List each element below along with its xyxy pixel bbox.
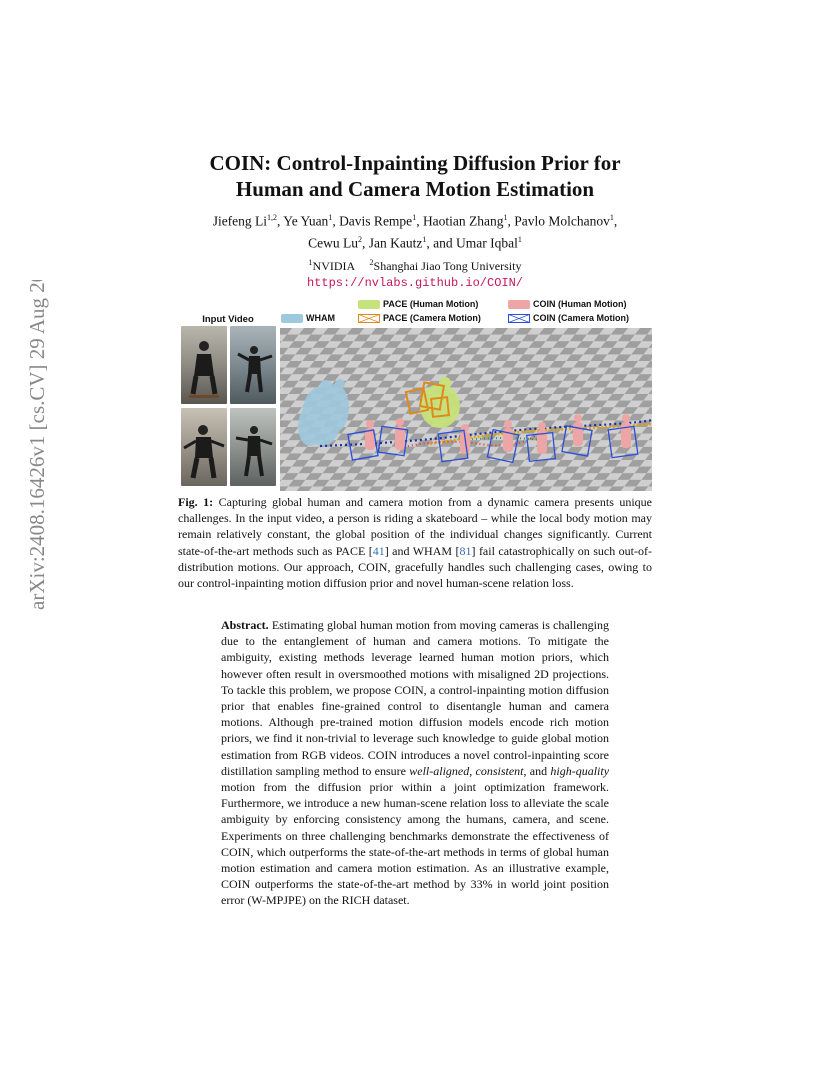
author-sep: , <box>277 213 284 229</box>
author-sep: , <box>416 213 423 229</box>
scene-canvas <box>280 328 652 491</box>
legend-pace-human <box>358 299 478 309</box>
legend-swatch-wham <box>281 314 303 323</box>
legend-label-pace-human: PACE (Human Motion) <box>383 299 479 309</box>
author-sep: , <box>613 213 618 229</box>
author-name: Jan Kautz <box>368 235 423 250</box>
author-sep: , <box>507 213 515 229</box>
skater-figure <box>230 408 276 486</box>
video-frame <box>230 408 276 486</box>
title-line-2: Human and Camera Motion Estimation <box>235 177 595 201</box>
author-sep: , <box>332 213 340 229</box>
skater-figure <box>181 326 227 404</box>
author-sep: , <box>362 235 369 250</box>
author-name: Jiefeng Li <box>212 213 268 229</box>
caption-text-3: ] fail catastrophically on such out-of-distribution motions. Our approach, COIN, gracefully handles such challenging cases, owing to our control-inpainting motion diffusion prior and novel human-scene relation loss. <box>178 543 652 591</box>
legend-swatch-coin-human <box>508 300 530 309</box>
author-affil: 1 <box>609 213 614 222</box>
author-affil: 2 <box>358 234 363 244</box>
legend-pace-camera <box>358 313 481 323</box>
legend-coin-camera <box>508 313 629 323</box>
author-name: Umar Iqbal <box>456 235 518 250</box>
author-affil: 1 <box>412 213 417 222</box>
caption-text-2: ] and WHAM [ <box>384 543 460 558</box>
author-name: Haotian Zhang <box>422 213 504 229</box>
abstract-text-2: motion from the diffusion prior within a joint optimization framework. Furthermore, we introduce a new human-scene relation loss to alleviate the scale ambiguity by enforcing consistency among the humans, camera, and scene. Experiments on three challenging benchmarks demonstrate the effectiveness of COIN, which outperforms the state-of-the-art methods in terms of global human motion estimation and camera motion estimation. As an illustrative example, COIN outperforms the state-of-the-art method by 33% in world joint position error (W-MPJPE) on the RICH dataset. <box>221 780 609 908</box>
caption-text-1: Capturing global human and camera motion from a dynamic camera presents unique challenges. In the input video, a person is riding a skateboard – while the local body motion may remain relatively constant, the global position of the individual changes significantly. Current state-of-the-art methods such as PACE [ <box>178 495 652 558</box>
author-name: Ye Yuan <box>283 213 329 229</box>
affil-number: 1 <box>308 258 313 267</box>
input-video-frames <box>181 326 277 488</box>
paper-title <box>150 150 680 202</box>
author-sep: , and <box>426 235 456 250</box>
author-affil: 1,2 <box>267 213 278 222</box>
abstract-label: Abstract. <box>221 618 269 632</box>
legend-swatch-pace-human <box>358 300 380 309</box>
caption-label: Fig. 1: <box>178 495 214 509</box>
arxiv-stamp-text: arXiv:2408.16426v1 [cs.CV] 29 Aug 2024 <box>25 280 49 610</box>
author-list <box>150 209 680 252</box>
legend-swatch-pace-camera <box>358 314 380 323</box>
author-affil: 1 <box>422 234 427 244</box>
video-frame <box>230 326 276 404</box>
legend-label-wham: WHAM <box>306 313 335 323</box>
citation-link-41[interactable]: 41 <box>372 543 385 558</box>
affil-nvidia: NVIDIA <box>312 259 355 273</box>
legend-swatch-coin-camera <box>508 314 530 323</box>
skater-figure <box>230 326 276 404</box>
author-name: Cewu Lu <box>308 235 359 250</box>
legend-label-coin-camera: COIN (Camera Motion) <box>533 313 630 323</box>
citation-link-81[interactable]: 81 <box>459 543 472 558</box>
abstract-sep-2: , and <box>523 763 551 778</box>
figure-1 <box>178 296 652 492</box>
skater-figure <box>181 408 227 486</box>
abstract-em-1: well-aligned <box>409 763 470 778</box>
video-frame <box>181 326 227 404</box>
abstract-sep-1: , <box>469 763 476 778</box>
author-name: Pavlo Molchanov <box>514 213 610 229</box>
author-name: Davis Rempe <box>339 213 413 229</box>
legend-wham <box>281 313 335 323</box>
author-affil: 1 <box>503 213 508 222</box>
figure-caption <box>178 494 652 591</box>
video-frame <box>181 408 227 486</box>
title-line-1: COIN: Control-Inpainting Diffusion Prior for <box>209 151 621 175</box>
legend-label-pace-camera: PACE (Camera Motion) <box>383 313 481 323</box>
author-affil: 1 <box>517 234 522 244</box>
abstract-text-1: Estimating global human motion from moving cameras is challenging due to the entanglement of human and camera motions. To mitigate the ambiguity, existing methods leverage learned human motion priors, which however often result in oversmoothed motions with misaligned 2D projections. To tackle this problem, we propose COIN, a control-inpainting motion diffusion prior that enables fine-grained control to disentangle human and camera motions. Although pre-trained motion diffusion models encode rich motion priors, we find it non-trivial to leverage such knowledge to guide global motion estimation from RGB videos. COIN introduces a novel control-inpainting score distillation sampling method to ensure <box>221 618 609 778</box>
abstract-em-3: high-quality <box>550 763 610 778</box>
affil-sjtu: Shanghai Jiao Tong University <box>373 259 522 273</box>
input-video-label: Input Video <box>202 314 254 325</box>
affil-number: 2 <box>369 258 374 267</box>
author-affil: 1 <box>328 213 333 222</box>
abstract-em-2: consistent <box>475 763 524 778</box>
project-url-link[interactable]: https://nvlabs.github.io/COIN/ <box>306 276 524 290</box>
legend-label-coin-human: COIN (Human Motion) <box>533 299 627 309</box>
motion-scene <box>280 328 652 491</box>
legend-coin-human <box>508 299 627 309</box>
arxiv-stamp <box>14 280 54 620</box>
abstract <box>221 617 609 909</box>
affiliations <box>150 255 680 291</box>
